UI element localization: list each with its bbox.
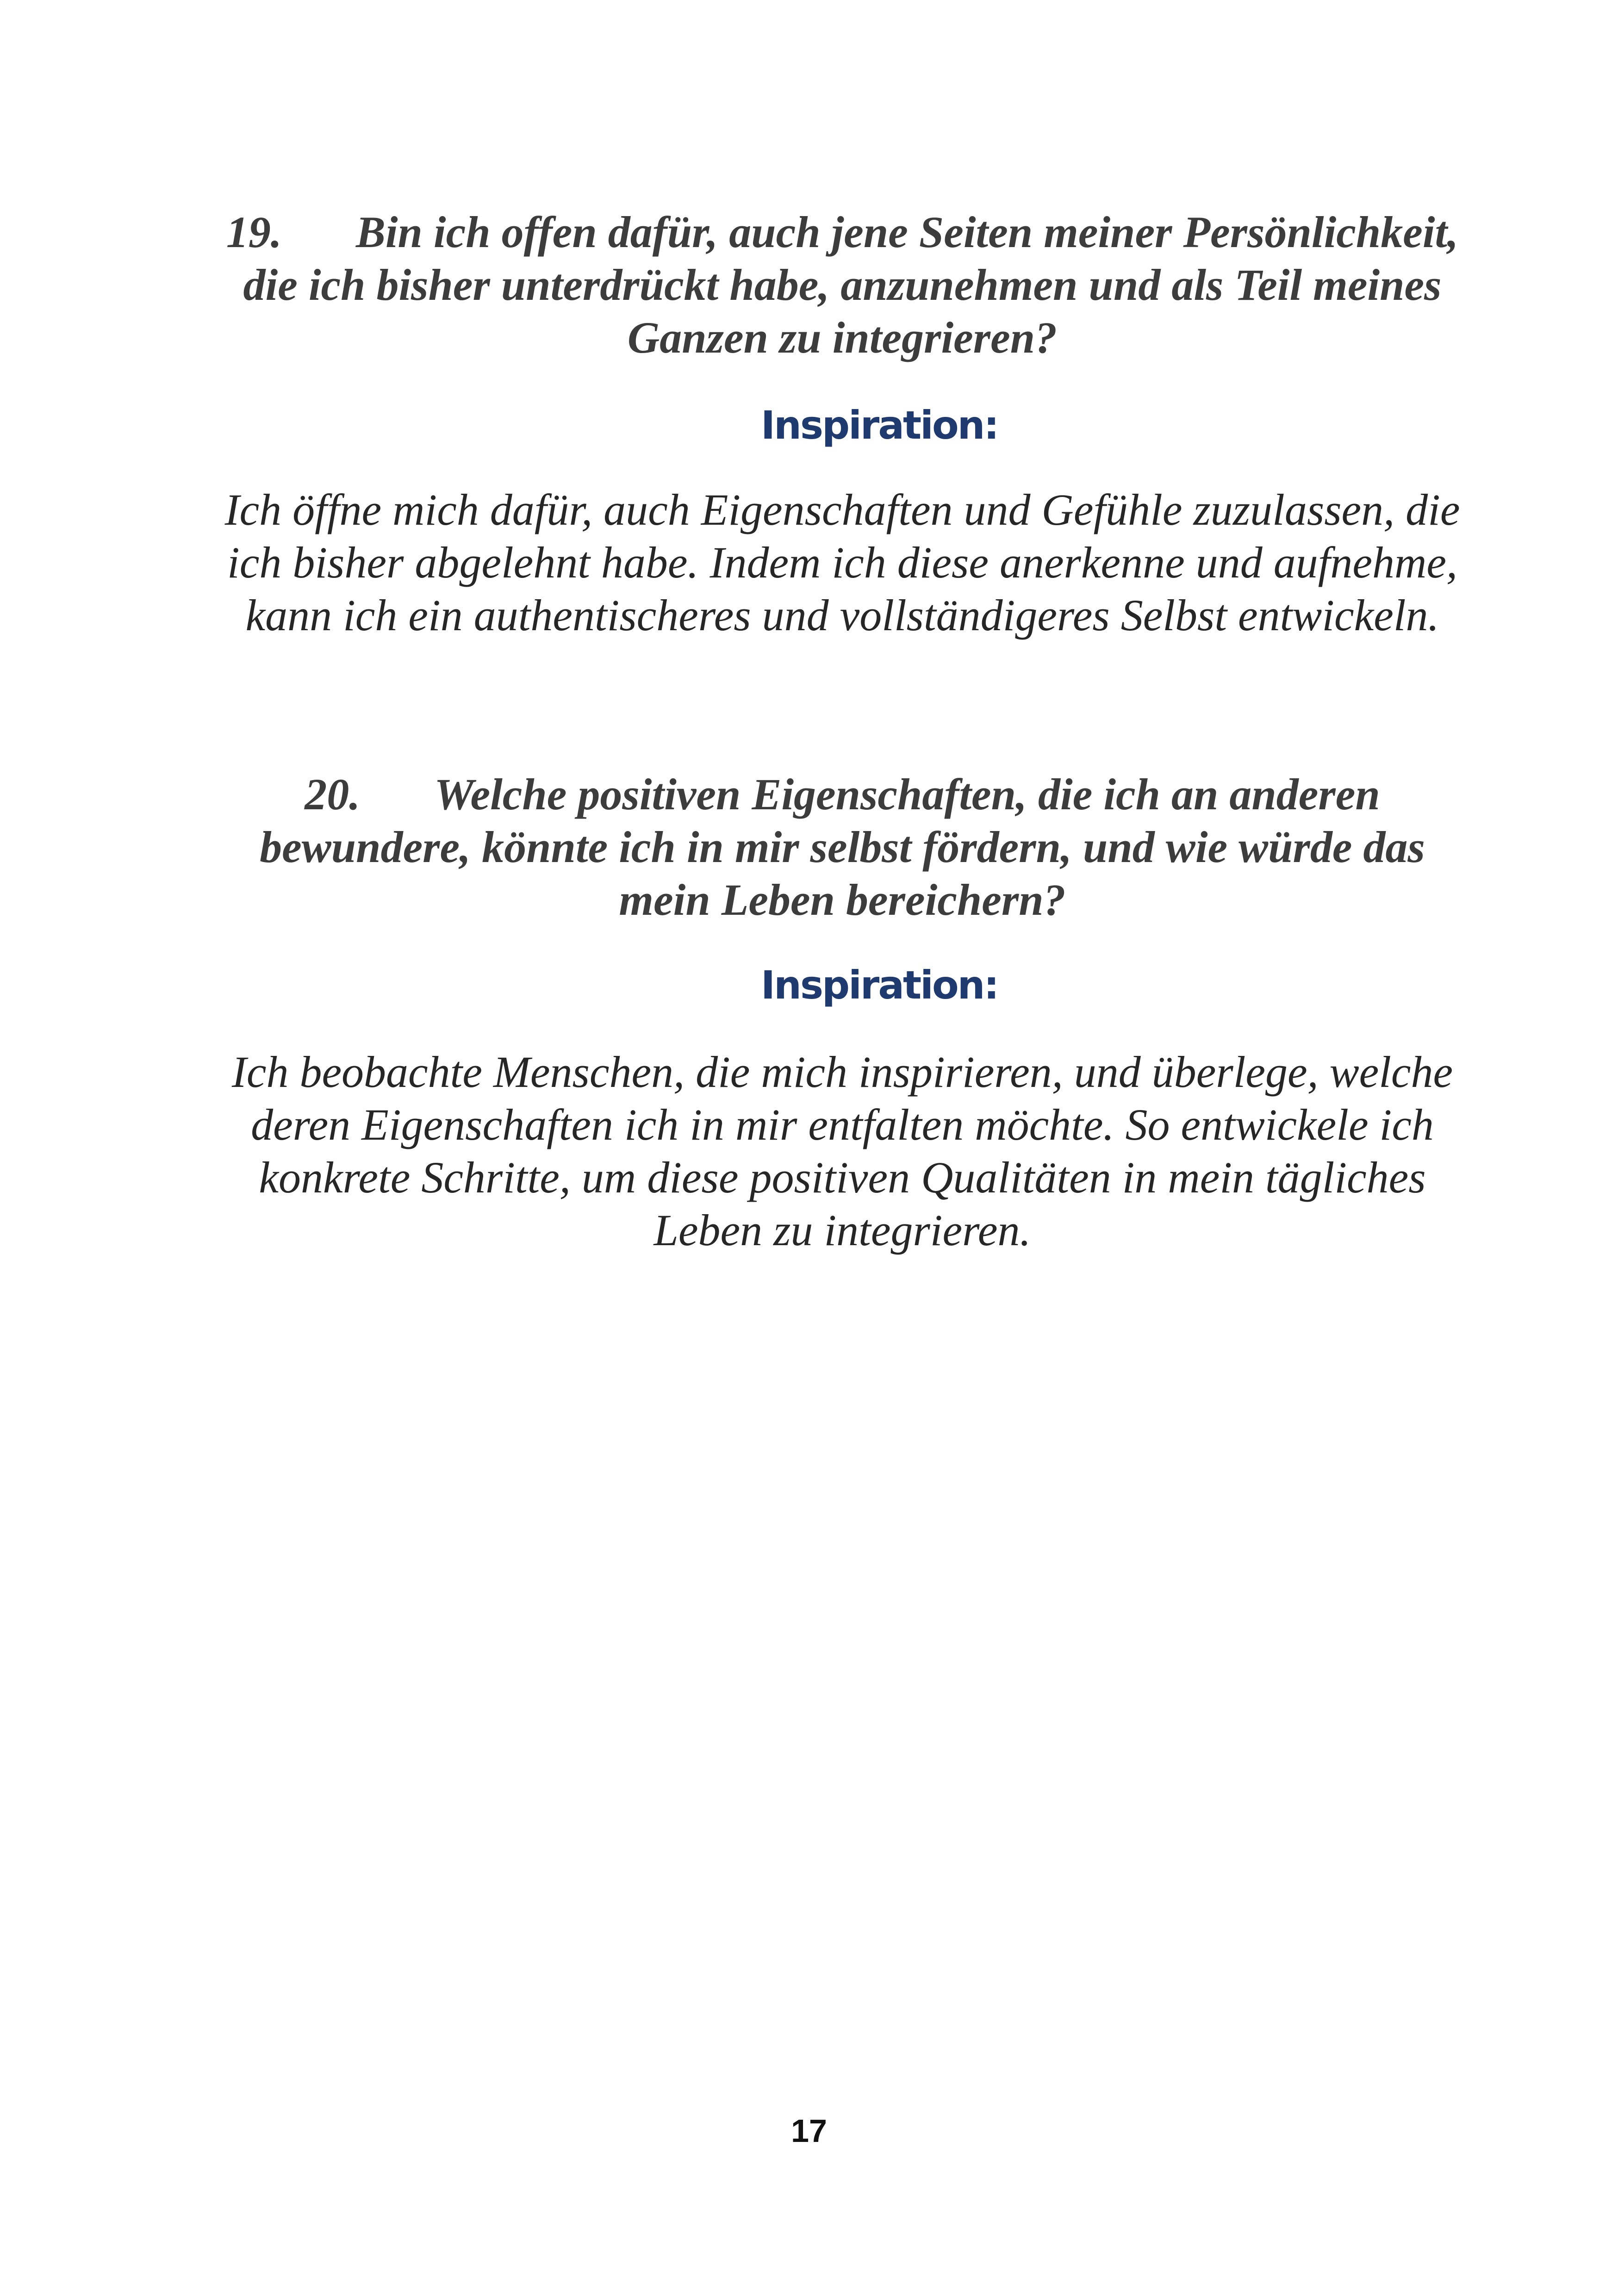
inspiration-text: Ich beobachte Menschen, die mich inspirieren, und überlege, welche deren Eigenschaften ich in mir entfalten möchte. So entwickele ich konkrete Schritte, um diese positiven Qualitäten in mein tägliches Leben zu integrieren. bbox=[231, 1047, 1453, 1255]
question-text: Bin ich offen dafür, auch jene Seiten meiner Persönlichkeit, die ich bisher unterdrückt habe, anzunehmen und als Teil meines Ganzen zu integrieren? bbox=[243, 207, 1459, 362]
inspiration-heading: Inspiration: bbox=[760, 403, 998, 448]
question-text: Welche positiven Eigenschaften, die ich an anderen bewundere, könnte ich in mir selbst fördern, und wie würde das mein Leben bereichern? bbox=[260, 769, 1425, 925]
question-19 bbox=[222, 206, 1462, 364]
inspiration-heading: Inspiration: bbox=[760, 962, 998, 1008]
page-number: 17 bbox=[791, 2113, 827, 2149]
inspiration-text: Ich öffne mich dafür, auch Eigenschaften und Gefühle zuzulassen, die ich bisher abgelehnt habe. Indem ich diese anerkenne und aufnehme, kann ich ein authentischeres und vollständigeres Selbst entwickeln. bbox=[224, 485, 1460, 640]
question-number: 20. bbox=[305, 769, 361, 819]
question-number: 19. bbox=[226, 207, 282, 257]
question-20 bbox=[222, 768, 1462, 926]
